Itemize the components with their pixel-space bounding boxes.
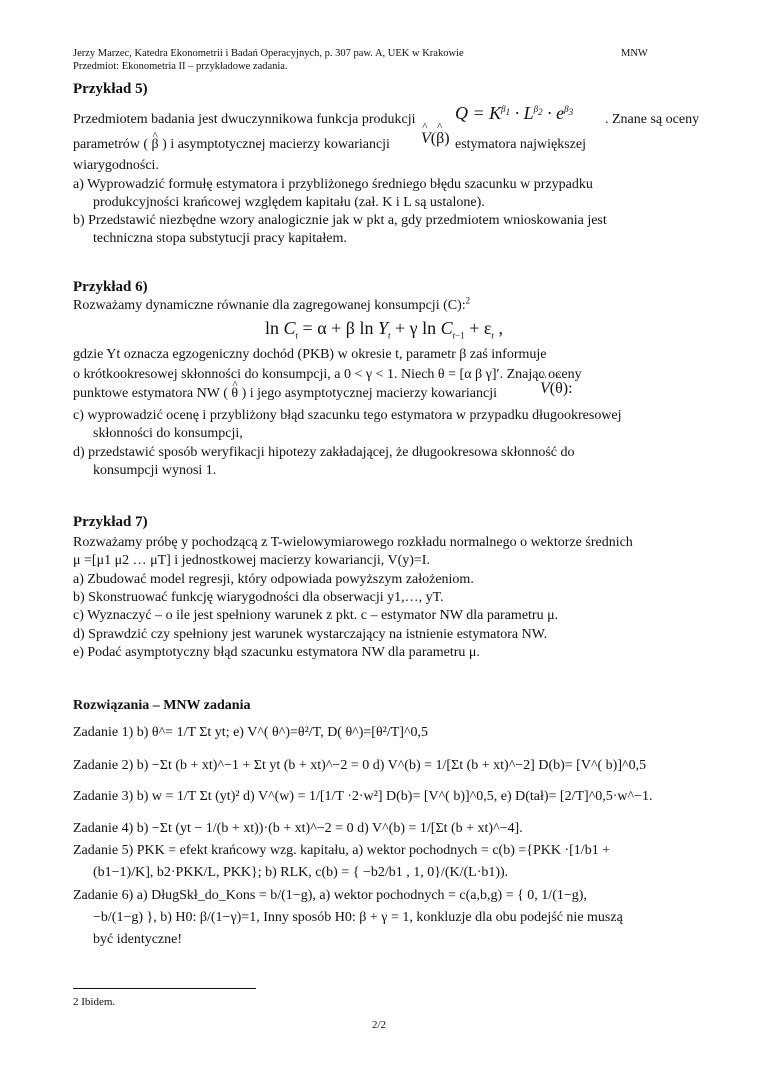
solution-5b: (b1−1)/K], b2·PKK/L, PKK}; b) RLK, c(b) = { −b2/b1 , 1, 0}/(K/(L·b1)).: [93, 865, 509, 880]
ex5-cov-matrix: ^ V(^ β): [421, 130, 450, 148]
ex5-production-formula: $Q = K^{\beta_1} \cdot L^{\beta_2} \cdot e^{\beta_3}$: [455, 103, 574, 123]
ex7-title: Przykład 7): [73, 514, 148, 530]
ex5-item-a-1: a) Wyprowadzić formułę estymatora i przybliżonego średniego błędu szacunku w przypadku: [73, 177, 593, 192]
ex7-item-c: c) Wyznaczyć – o ile jest spełniony warunek z pkt. c – estymator NW dla parametru μ.: [73, 608, 559, 623]
ex6-line3: o krótkookresowej skłonności do konsumpcji, a 0 < γ < 1. Niech θ = [α β γ]′. Znając oceny: [73, 367, 582, 382]
ex6-line4: punktowe estymatora NW ( ^ θ ) i jego asymptotycznej macierzy kowariancji: [73, 385, 497, 403]
ex6-cov-matrix: ^ V(^ θ):: [540, 380, 573, 398]
ex5-line1: Przedmiotem badania jest dwuczynnikowa funkcja produkcji: [73, 112, 416, 127]
ex5-line2: parametrów ( ^ β ) i asymptotycznej macierzy kowariancji: [73, 136, 390, 154]
ex6-line1: Rozważamy dynamiczne równanie dla zagregowanej konsumpcji (C):$^2$: [73, 295, 471, 313]
ex5-item-a-2: produkcyjności krańcowej względem kapitału (zał. K i L są ustalone).: [93, 195, 485, 210]
ex6-title: Przykład 6): [73, 279, 148, 295]
header-subject: Przedmiot: Ekonometria II – przykładowe zadania.: [73, 61, 288, 72]
ex5-item-b-2: techniczna stopa substytucji pracy kapitałem.: [93, 231, 347, 246]
solutions-title: Rozwiązania – MNW zadania: [73, 698, 251, 713]
ex6-item-d-2: konsumpcji wynosi 1.: [93, 463, 217, 478]
ex7-item-a: a) Zbudować model regresji, który odpowiada powyższym założeniom.: [73, 572, 474, 587]
ex5-title: Przykład 5): [73, 81, 148, 97]
ex7-item-e: e) Podać asymptotyczny błąd szacunku estymatora NW dla parametru μ.: [73, 645, 480, 660]
ex6-item-c-1: c) wyprowadzić ocenę i przybliżony błąd szacunku tego estymatora w przypadku długookresowej: [73, 408, 622, 423]
solution-6a: Zadanie 6) a) DługSkł_do_Kons = b/(1−g), a) wektor pochodnych = c(a,b,g) = { 0, 1/(1−g),: [73, 888, 587, 903]
ex6-item-d-1: d) przedstawić sposób weryfikacji hipotezy zakładającej, że długookresowa skłonność do: [73, 445, 575, 460]
ex7-item-b: b) Skonstruować funkcję wiarygodności dla obserwacji y1,…, yT.: [73, 590, 444, 605]
solution-2: Zadanie 2) b) −Σt (b + xt)^−1 + Σt yt (b + xt)^−2 = 0 d) V^(b) = 1/[Σt (b + xt)^−2] D(b)= [V^( b)]^0,5: [73, 758, 647, 773]
solution-4: Zadanie 4) b) −Σt (yt − 1/(b + xt))·(b + xt)^−2 = 0 d) V^(b) = 1/[Σt (b + xt)^−4].: [73, 821, 523, 836]
ex5-line3: wiarygodności.: [73, 158, 159, 173]
header-author: Jerzy Marzec, Katedra Ekonometrii i Badań Operacyjnych, p. 307 paw. A, UEK w Krakowie: [73, 48, 464, 59]
ex5-item-b-1: b) Przedstawić niezbędne wzory analogicznie jak w pkt a, gdy przedmiotem wnioskowania jest: [73, 213, 607, 228]
ex7-item-d: d) Sprawdzić czy spełniony jest warunek wystarczający na istnienie estymatora NW.: [73, 627, 548, 642]
solution-6b: −b/(1−g) }, b) H0: β/(1−γ)=1, Inny sposób H0: β + γ = 1, konkluzje dla obu podejść nie muszą: [93, 910, 623, 925]
solution-5a: Zadanie 5) PKK = efekt krańcowy wzg. kapitału, a) wektor pochodnych = c(b) ={PKK ·[1/b1 +: [73, 843, 611, 858]
page-number: 2/2: [372, 1019, 387, 1031]
footnote-rule: [73, 988, 256, 989]
ex7-line1: Rozważamy próbę y pochodzącą z T-wielowymiarowego rozkładu normalnego o wektorze średnich: [73, 535, 633, 550]
footnote: 2 Ibidem.: [73, 996, 116, 1008]
solution-1: Zadanie 1) b) θ^= 1/T Σt yt; e) V^( θ^)=θ²/T, D( θ^)=[θ²/T]^0,5: [73, 725, 429, 740]
solution-6c: być identyczne!: [93, 932, 183, 947]
ex6-item-c-2: skłonności do konsumpcji,: [93, 426, 243, 441]
header-code: MNW: [621, 48, 648, 59]
ex7-line2: μ =[μ1 μ2 … μT] i jednostkowej macierzy kowariancji, V(y)=I.: [73, 553, 430, 568]
ex6-line2: gdzie Yt oznacza egzogeniczny dochód (PKB) w okresie t, parametr β zaś informuje: [73, 347, 547, 362]
solution-3: Zadanie 3) b) w = 1/T Σt (yt)² d) V^(w) = 1/[1/T ·2·w²] D(b)= [V^( b)]^0,5, e) D(tał)= [2/T]^0,5·w^−1.: [73, 789, 653, 804]
ex5-line1-end: . Znane są oceny: [605, 112, 700, 127]
ex6-consumption-equation: $\ln C_t = \alpha + \beta$ $\ln Y_t + \gamma$ $\ln C_{t-1} + \varepsilon_t$ ,: [265, 318, 503, 341]
ex5-line2-end: estymatora największej: [455, 137, 587, 152]
